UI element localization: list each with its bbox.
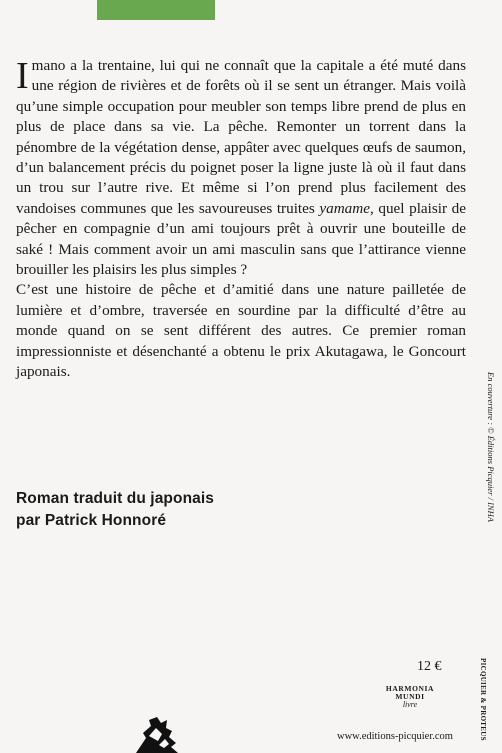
translation-line-1: Roman traduit du japonais bbox=[16, 490, 214, 507]
drop-cap: I bbox=[16, 55, 29, 97]
summary-text-intro: mano a la trentaine, lui qui ne connaît que la capitale a été muté dans une région de rivières et de forêts où il se sent un étranger. Mais voilà qu’une simple occupation pour meubler son temps libre prend de plus en plus de place dans sa vie. La pêche. Remonter un torrent dans la pénombre de la végétation dense, appâter avec quelques œufs de saumon, d’un balancement précis du poignet poser la ligne juste là où il faut dans un trou sur l’autre rive. Et même si l’on prend plus facilement des vandoises communes que les savoureuses truites bbox=[16, 57, 466, 217]
summary-paragraph-2: C’est une histoire de pêche et d’amitié dans une nature pailletée de lumière et d’ombre, traversée en sourdine par la difficulté d’être au monde quand on se sent différent des autres. Ce premier roman impressionniste et désenchanté a obtenu le prix Akutagawa, le Goncourt japonais. bbox=[16, 281, 466, 381]
distributor-label bbox=[371, 685, 449, 709]
cover-credit: En couverture : © Éditions Picquier / INHA bbox=[486, 372, 496, 522]
distributor-sub: livre bbox=[402, 700, 418, 709]
summary-paragraph-1 bbox=[16, 56, 466, 280]
back-cover-summary bbox=[16, 56, 466, 383]
green-color-band bbox=[97, 0, 215, 20]
summary-italic-word: yamame bbox=[319, 199, 370, 217]
summary-text-end: , quel plaisir de pêcher en compagnie d’un ami toujours prêt à ouvrir une bouteille de saké ! Mais comment avoir un ami masculin sans que l’attirance vienne brouiller les plaisirs les plus simples ? bbox=[16, 199, 466, 279]
publisher-vertical-label: PICQUIER & PROTEUS bbox=[479, 658, 487, 741]
publisher-logo-icon bbox=[132, 716, 182, 753]
translation-credit bbox=[16, 488, 214, 532]
distributor-name: HARMONIA MUNDI bbox=[385, 684, 435, 701]
publisher-website: www.editions-picquier.com bbox=[337, 731, 453, 742]
translation-line-2: par Patrick Honnoré bbox=[16, 512, 167, 529]
price: 12 € bbox=[417, 659, 442, 674]
